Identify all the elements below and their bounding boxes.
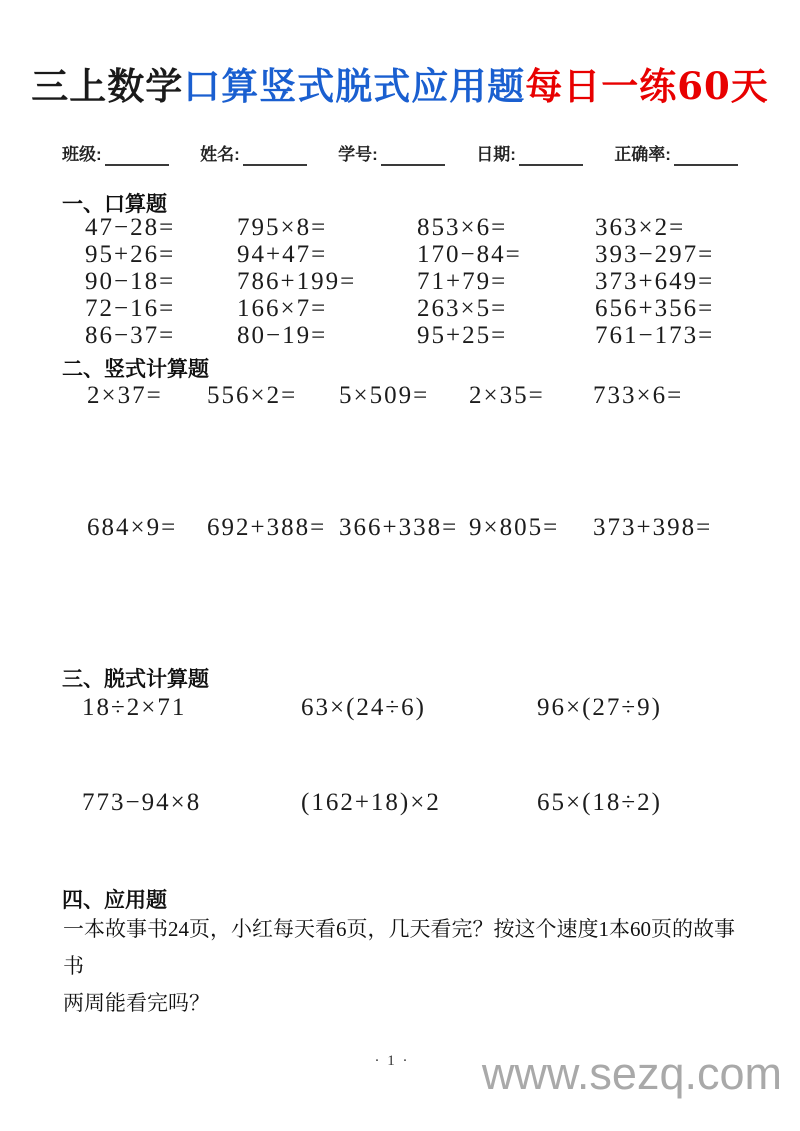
math-problem: 95+26= <box>85 241 176 268</box>
math-problem: 80−19= <box>237 322 328 349</box>
math-problem: 853×6= <box>417 214 508 241</box>
math-problem: 2×37= <box>87 382 163 409</box>
math-problem: 5×509= <box>339 382 430 409</box>
meta-field-date <box>476 140 583 165</box>
math-problem: 63×(24÷6) <box>301 694 426 721</box>
math-problem: 9×805= <box>469 514 560 541</box>
math-problem: 18÷2×71 <box>82 694 187 721</box>
math-problem: 373+649= <box>595 268 715 295</box>
math-problem: 393−297= <box>595 241 715 268</box>
math-problem: 773−94×8 <box>82 789 202 816</box>
math-problem: 733×6= <box>593 382 684 409</box>
math-problem: 363×2= <box>595 214 686 241</box>
math-problem: 656+356= <box>595 295 715 322</box>
math-problem: 47−28= <box>85 214 176 241</box>
title-part-grade: 三上数学 <box>31 64 184 108</box>
meta-label: 姓名: <box>200 145 240 164</box>
math-problem: 761−173= <box>595 322 715 349</box>
fill-in-line <box>519 148 583 166</box>
meta-label: 日期: <box>476 145 516 164</box>
math-problem: 263×5= <box>417 295 508 322</box>
math-problem: 170−84= <box>417 241 522 268</box>
section-heading-word: 四、应用题 <box>62 889 167 912</box>
page-title <box>0 56 800 110</box>
math-problem: 90−18= <box>85 268 176 295</box>
offform-problems-row <box>82 694 752 722</box>
fill-in-line <box>105 148 169 166</box>
word-problem-line: 两周能看完吗？ <box>63 991 210 1015</box>
fill-in-line <box>243 148 307 166</box>
math-problem: 95+25= <box>417 322 508 349</box>
math-problem: 2×35= <box>469 382 545 409</box>
section-heading-oral: 一、口算题 <box>62 193 167 216</box>
word-problem-line: 一本故事书24页，小红每天看6页，几天看完？按这个速度1本60页的故事书 <box>63 917 735 978</box>
meta-field-name <box>200 140 307 165</box>
title-part-daily: 每日一练60天 <box>525 64 769 108</box>
math-problem: 684×9= <box>87 514 178 541</box>
math-problem: 786+199= <box>237 268 357 295</box>
math-problem: 65×(18÷2) <box>537 789 662 816</box>
meta-field-class <box>62 140 169 165</box>
page-number: · 1 · <box>374 1053 410 1069</box>
math-problem: 71+79= <box>417 268 508 295</box>
section-heading-vertical: 二、竖式计算题 <box>62 358 209 381</box>
meta-field-number <box>338 140 445 165</box>
math-problem: 166×7= <box>237 295 328 322</box>
word-problem-text <box>63 911 743 1022</box>
title-part-topics: 口算竖式脱式应用题 <box>183 64 526 108</box>
meta-field-accuracy <box>614 140 738 165</box>
math-problem: 86−37= <box>85 322 176 349</box>
watermark-text: www.sezq.com <box>481 1048 782 1099</box>
section-heading-offform: 三、脱式计算题 <box>62 668 209 691</box>
meta-label: 正确率: <box>614 145 671 164</box>
math-problem: 556×2= <box>207 382 298 409</box>
student-info-row <box>62 140 738 165</box>
math-problem: 96×(27÷9) <box>537 694 662 721</box>
math-problem: 373+398= <box>593 514 713 541</box>
math-problem: (162+18)×2 <box>301 789 441 816</box>
math-problem: 692+388= <box>207 514 327 541</box>
math-problem: 72−16= <box>85 295 176 322</box>
offform-problems-row <box>82 789 752 817</box>
meta-label: 学号: <box>338 145 378 164</box>
math-problem: 795×8= <box>237 214 328 241</box>
math-problem: 366+338= <box>339 514 459 541</box>
vertical-problems-row <box>87 382 752 410</box>
meta-label: 班级: <box>62 145 102 164</box>
fill-in-line <box>674 148 738 166</box>
fill-in-line <box>381 148 445 166</box>
vertical-problems-row <box>87 514 752 542</box>
oral-problems-grid <box>85 214 750 349</box>
math-problem: 94+47= <box>237 241 328 268</box>
